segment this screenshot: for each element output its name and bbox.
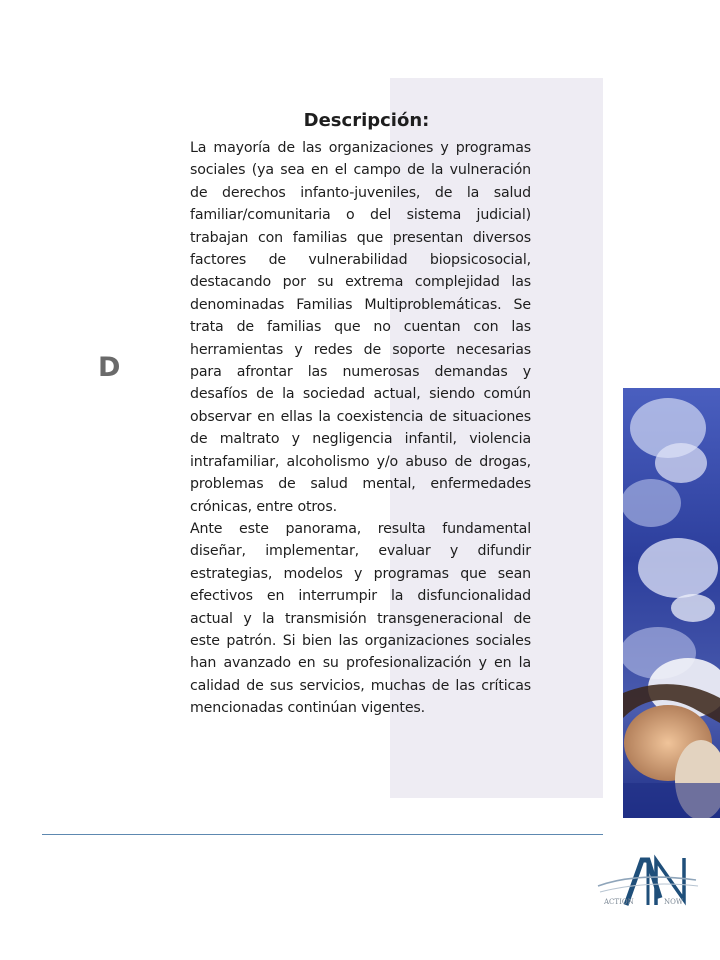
paragraph-1: La mayoría de las organizaciones y programas sociales (ya sea en el campo de la vulneración de derechos infanto-juveniles, de la salud familiar/comunitaria o del sistema judicial) trabajan con familias que presentan diversos factores de vulnerabilidad biopsicosocial, destacando por su extrema complejidad las denominadas Familias Multiproblemáticas. Se trata de familias que no cuentan con las herramientas y redes de soporte necesarias para afrontar las numerosas demandas y desafíos de la sociedad actual, siendo común observar en ellas la coexistencia de situaciones de maltrato y negligencia infantil, violencia intrafamiliar, alcoholismo y/o abuso de drogas, problemas de salud mental, enfermedades crónicas, entre otros. (190, 140, 531, 515)
logo-left-word: ACTION (604, 898, 634, 906)
footer-divider (42, 834, 603, 835)
description-title: Descripción: (303, 110, 430, 131)
family-photo (623, 388, 720, 818)
logo-right-word: NOW (664, 898, 684, 906)
paragraph-2: Ante este panorama, resulta fundamental diseñar, implementar, evaluar y difundir estrategias, modelos y programas que sean efectivos en interrumpir la disfuncionalidad actual y la transmisión transgeneracional de este patrón. Si bien las organizaciones sociales han avanzado en su profesionalización y en la calidad de sus servicios, muchas de las críticas mencionadas continúan vigentes. (190, 520, 531, 717)
family-photo-image (623, 388, 720, 818)
logo-mark-icon (596, 850, 700, 920)
action-now-logo (596, 850, 700, 920)
section-initial: D (98, 352, 121, 383)
description-block (190, 110, 531, 720)
